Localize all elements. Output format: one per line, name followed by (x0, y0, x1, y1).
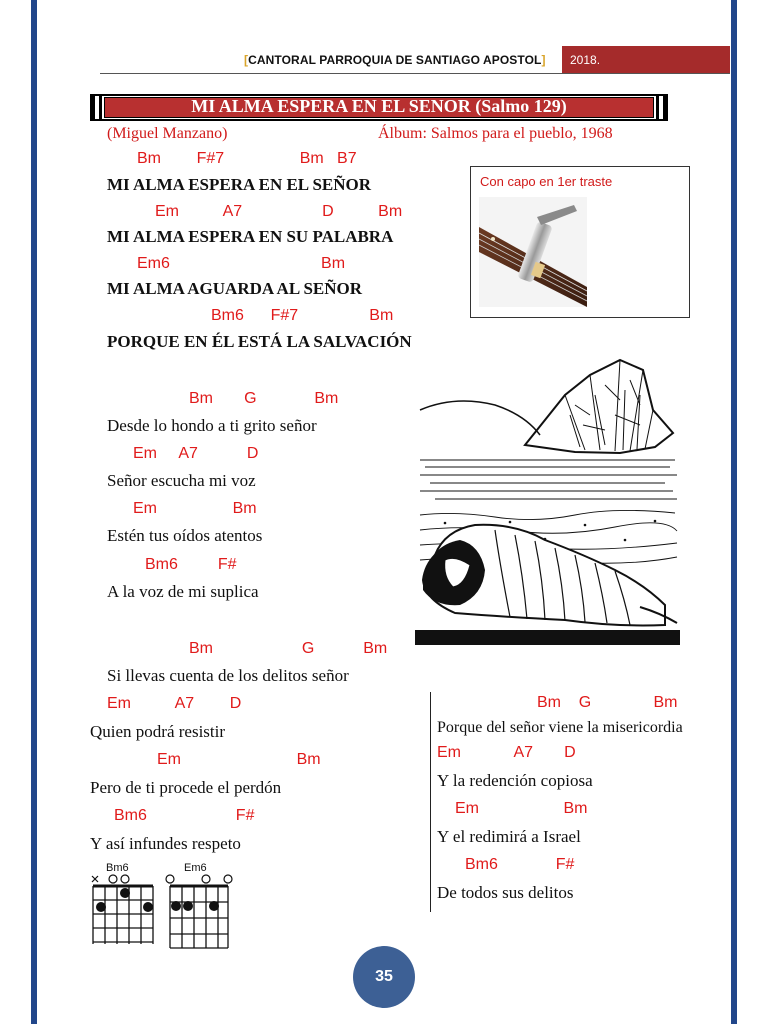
lyric-line: Y así infundes respeto (90, 834, 241, 853)
capo-box (470, 166, 690, 318)
chord-line: Em Bm (455, 800, 588, 817)
lyric-line: PORQUE EN ÉL ESTÁ LA SALVACIÓN (107, 332, 412, 351)
chord-line: Bm6 F# (114, 807, 255, 824)
lyric-line: MI ALMA ESPERA EN SU PALABRA (107, 227, 394, 246)
left-margin-bar (31, 0, 37, 1024)
lyric-line: Porque del señor viene la misericordia (437, 719, 683, 736)
chord-line: Bm6 F# (145, 556, 237, 573)
chord-line: Bm G Bm (537, 694, 678, 711)
lyric-line: Desde lo hondo a ti grito señor (107, 416, 317, 435)
chord-line: Em A7 D (437, 744, 576, 761)
chord-line: Em A7 D Bm (155, 203, 403, 220)
chord-diagram-em6: Em6 (162, 862, 234, 950)
lyric-line: Estén tus oídos atentos (107, 526, 263, 545)
lyric-line: MI ALMA AGUARDA AL SEÑOR (107, 279, 363, 298)
lyric-line: A la voz de mi suplica (107, 582, 259, 601)
lyric-line: De todos sus delitos (437, 883, 574, 902)
chord-line: Bm G Bm (189, 390, 339, 407)
page-number: 35 (353, 946, 415, 1008)
chord-line: Bm6 F#7 Bm (211, 307, 394, 324)
chord-line: Bm F#7 Bm B7 (137, 150, 357, 167)
chord-diagram-bm6: Bm6 (84, 862, 156, 950)
chord-line: Bm6 F# (465, 856, 575, 873)
lyric-line: Si llevas cuenta de los delitos señor (107, 666, 349, 685)
lyric-line: Y el redimirá a Israel (437, 827, 581, 846)
lyric-line: Señor escucha mi voz (107, 471, 256, 490)
lyric-line: Y la redención copiosa (437, 771, 593, 790)
chord-line: Bm G Bm (189, 640, 388, 657)
chord-line: Em Bm (133, 500, 257, 517)
lyric-line: MI ALMA ESPERA EN EL SEÑOR (107, 175, 372, 194)
right-margin-bar (731, 0, 737, 1024)
header-title: [CANTORAL PARROQUIA DE SANTIAGO APOSTOL] (244, 53, 546, 67)
song-title-banner (90, 94, 668, 121)
lyric-line: Pero de ti procede el perdón (90, 778, 282, 797)
chord-line: Em Bm (157, 751, 321, 768)
chord-line: Em A7 D (133, 445, 259, 462)
header-year: 2018. (562, 46, 730, 74)
song-author: (Miguel Manzano) (107, 125, 228, 142)
chord-line: Em6 Bm (137, 255, 346, 272)
song-title: MI ALMA ESPERA EN EL SENOR (Salmo 129) (191, 96, 567, 116)
column-divider (430, 692, 431, 912)
lyric-line: Quien podrá resistir (90, 722, 226, 741)
guitar-capo-image (479, 197, 587, 307)
capo-label: Con capo en 1er traste (480, 174, 613, 189)
chord-line: Em A7 D (107, 695, 242, 712)
song-album: Álbum: Salmos para el pueblo, 1968 (378, 125, 613, 142)
kneeling-man-illustration (415, 355, 680, 645)
header-rule (100, 73, 730, 74)
